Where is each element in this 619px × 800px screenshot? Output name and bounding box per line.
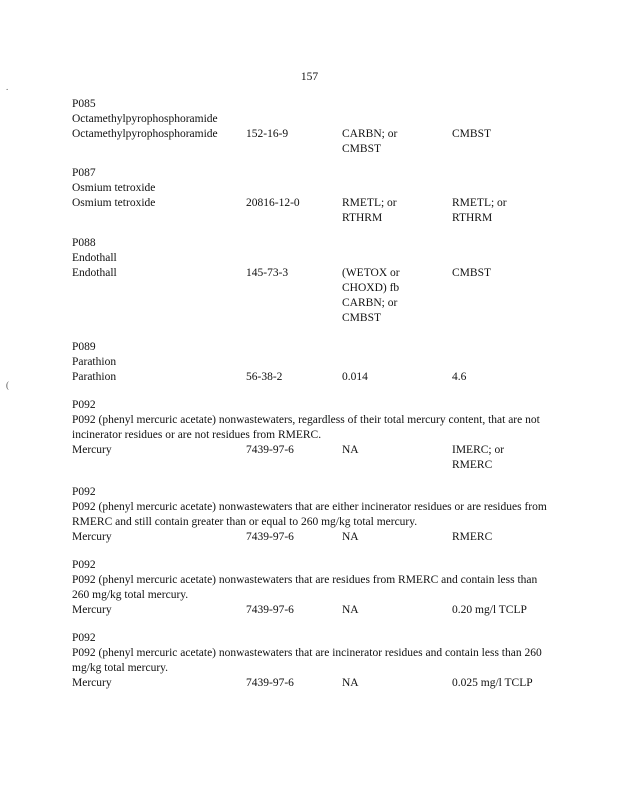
cas-number: 7439-97-6	[246, 677, 294, 689]
constituent-row	[72, 266, 552, 324]
waste-code: P092	[72, 559, 96, 571]
wastewater-standard	[342, 266, 400, 326]
nonwastewater-standard	[452, 443, 504, 473]
waste-code: P087	[72, 167, 96, 179]
constituent-name: Mercury	[72, 531, 112, 543]
waste-description: P092 (phenyl mercuric acetate) nonwastewaters, regardless of their total mercury content, that are not incinerator residues or are not residues from RMERC.	[72, 414, 540, 441]
nonwastewater-standard	[452, 127, 491, 142]
wastewater-standard	[342, 127, 397, 157]
margin-mark: (	[6, 380, 9, 390]
constituent-row	[72, 196, 552, 224]
waste-entry	[72, 340, 552, 385]
waste-description: Parathion	[72, 356, 117, 368]
wastewater-standard: 0.014	[342, 371, 368, 383]
constituent-name: Octamethylpyrophosphoramide	[72, 128, 218, 140]
wastewater-standard: NA	[342, 604, 359, 616]
standard-line: RMETL; or	[342, 197, 397, 209]
waste-code: P092	[72, 632, 96, 644]
nonwastewater-standard: RMERC	[452, 531, 493, 543]
standard-line: IMERC; or	[452, 444, 505, 456]
waste-code: P085	[72, 98, 96, 110]
cas-number: 7439-97-6	[246, 444, 294, 456]
standard-line: RMERC	[452, 459, 493, 471]
cas-number: 7439-97-6	[246, 604, 294, 616]
waste-entry	[72, 166, 552, 224]
constituent-row	[72, 127, 552, 155]
nonwastewater-standard: 0.025 mg/l TCLP	[452, 677, 533, 689]
constituent-row	[72, 530, 552, 545]
constituent-row	[72, 676, 552, 691]
constituent-name: Osmium tetroxide	[72, 197, 156, 209]
standard-line: CMBST	[452, 267, 491, 279]
standard-line: CARBN; or	[342, 128, 398, 140]
standard-line: RMETL; or	[452, 197, 507, 209]
constituent-row	[72, 370, 552, 385]
constituent-row	[72, 443, 552, 471]
waste-entry	[72, 398, 552, 471]
waste-entry	[72, 631, 552, 691]
nonwastewater-standard	[452, 196, 507, 226]
constituent-name: Mercury	[72, 677, 112, 689]
wastewater-standard	[342, 196, 397, 226]
constituent-name: Mercury	[72, 604, 112, 616]
waste-code: P092	[72, 399, 96, 411]
margin-mark: .	[6, 82, 9, 92]
constituent-row	[72, 603, 552, 618]
nonwastewater-standard: 0.20 mg/l TCLP	[452, 604, 527, 616]
standard-line: RTHRM	[452, 212, 493, 224]
waste-entry	[72, 97, 552, 155]
cas-number: 152-16-9	[246, 128, 289, 140]
waste-description: Octamethylpyrophosphoramide	[72, 113, 218, 125]
cas-number: 56-38-2	[246, 371, 283, 383]
standard-line: CMBST	[452, 128, 491, 140]
standard-line: CHOXD) fb	[342, 282, 400, 294]
waste-description: P092 (phenyl mercuric acetate) nonwastewaters that are incinerator residues and contain less than 260 mg/kg total mercury.	[72, 647, 542, 674]
waste-description: P092 (phenyl mercuric acetate) nonwastewaters that are either incinerator residues or are residues from RMERC and still contain greater than or equal to 260 mg/kg total mercury.	[72, 501, 547, 528]
cas-number: 20816-12-0	[246, 197, 300, 209]
constituent-name: Mercury	[72, 444, 112, 456]
waste-code: P088	[72, 237, 96, 249]
nonwastewater-standard	[452, 266, 491, 281]
waste-code: P089	[72, 341, 96, 353]
waste-entry	[72, 485, 552, 545]
constituent-name: Endothall	[72, 267, 117, 279]
waste-code: P092	[72, 486, 96, 498]
waste-entry	[72, 236, 552, 324]
waste-entry	[72, 558, 552, 618]
waste-description: Osmium tetroxide	[72, 182, 156, 194]
standard-line: CARBN; or	[342, 297, 398, 309]
page-number: 157	[300, 71, 319, 83]
standard-line: CMBST	[342, 143, 381, 155]
wastewater-standard: NA	[342, 444, 359, 456]
constituent-name: Parathion	[72, 371, 117, 383]
wastewater-standard: NA	[342, 677, 359, 689]
cas-number: 7439-97-6	[246, 531, 294, 543]
standard-line: CMBST	[342, 312, 381, 324]
cas-number: 145-73-3	[246, 267, 289, 279]
waste-description: P092 (phenyl mercuric acetate) nonwastewaters that are residues from RMERC and contain less than 260 mg/kg total mercury.	[72, 574, 538, 601]
nonwastewater-standard: 4.6	[452, 371, 467, 383]
waste-description: Endothall	[72, 252, 117, 264]
wastewater-standard: NA	[342, 531, 359, 543]
standard-line: RTHRM	[342, 212, 383, 224]
standard-line: (WETOX or	[342, 267, 400, 279]
